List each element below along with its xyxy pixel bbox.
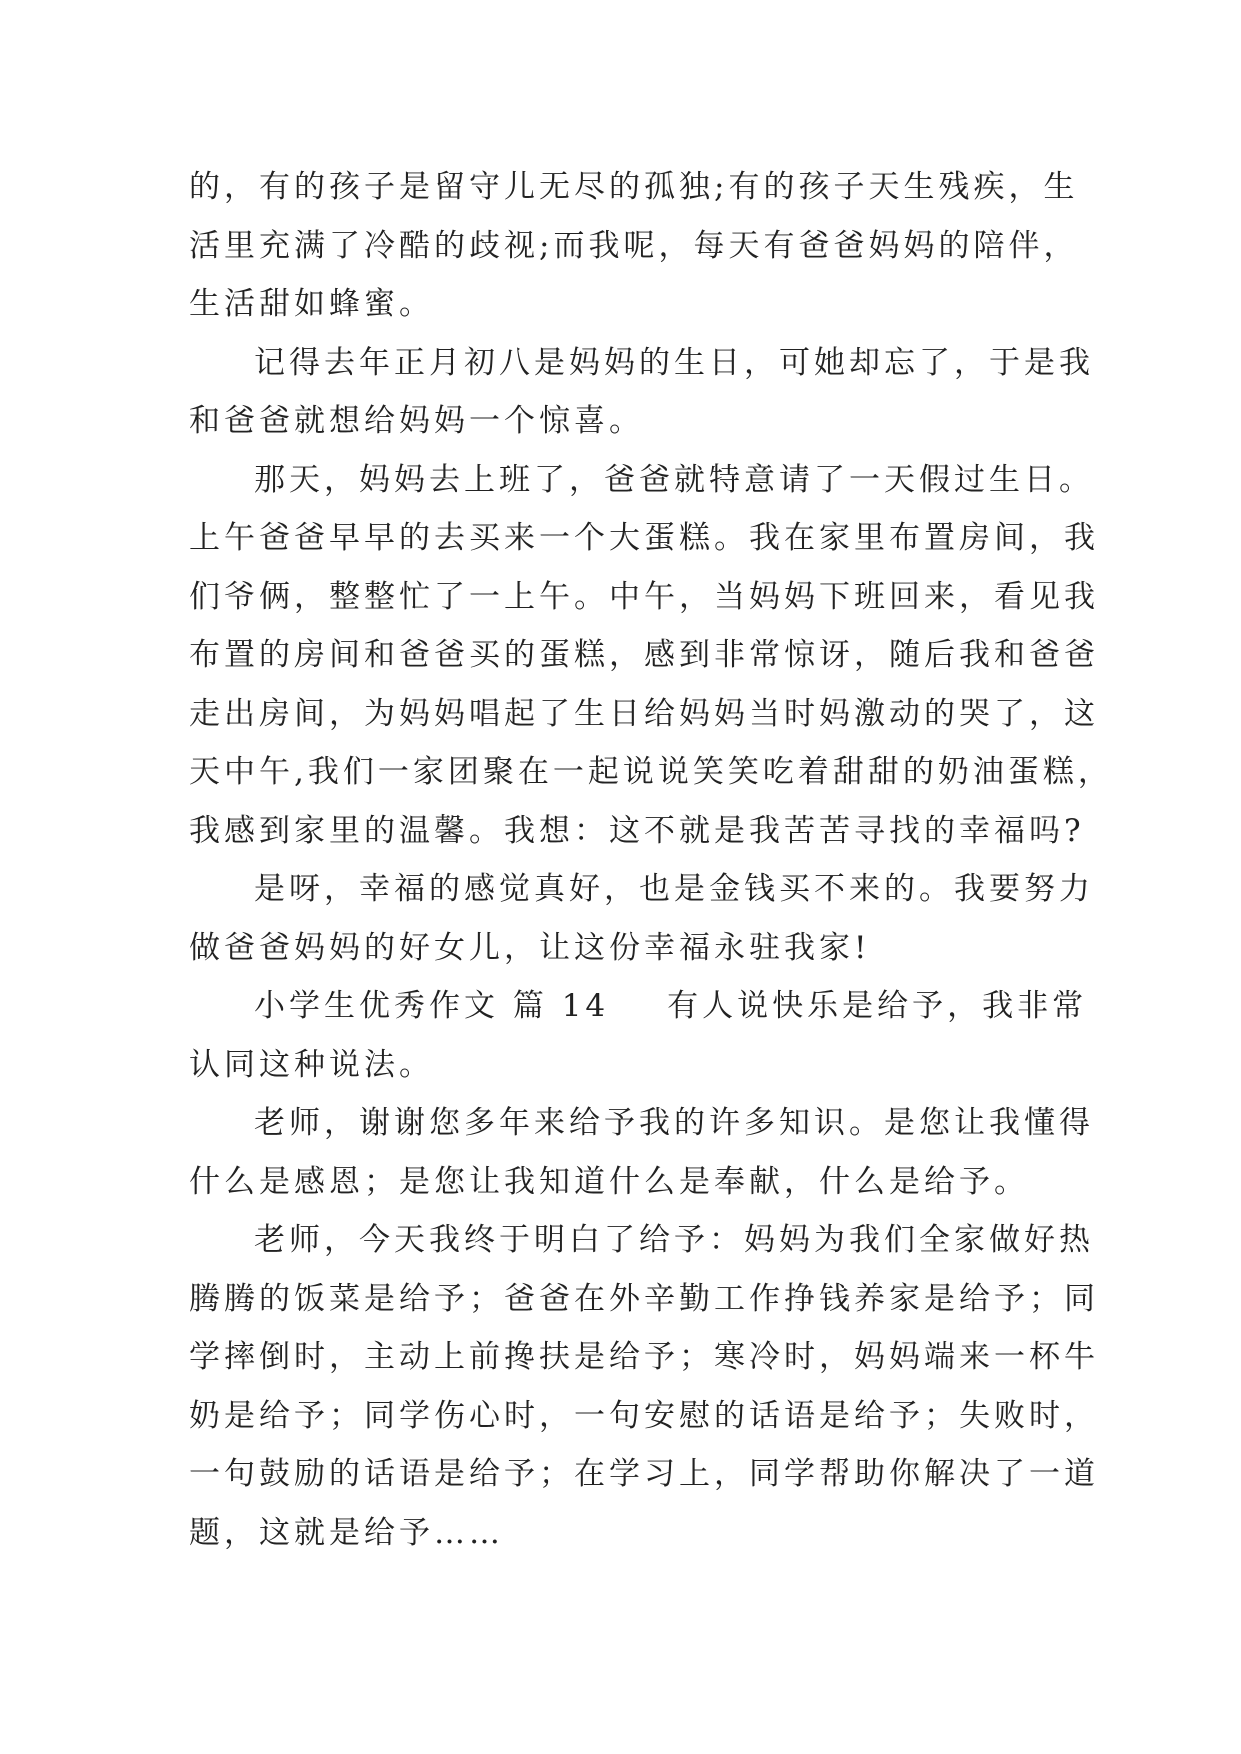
text-line: 们爷俩，整整忙了一上午。中午，当妈妈下班回来，看见我 (189, 578, 1099, 615)
paragraph-start-line: 那天，妈妈去上班了，爸爸就特意请了一天假过生日。 (254, 461, 1094, 498)
paragraph-start-line: 老师，谢谢您多年来给予我的许多知识。是您让我懂得 (254, 1105, 1094, 1141)
text-line: 什么是感恩；是您让我知道什么是奉献，什么是给予。 (189, 1163, 1029, 1200)
text-line: 的，有的孩子是留守儿无尽的孤独;有的孩子天生残疾，生 (189, 169, 1079, 205)
paragraph-start-line: 记得去年正月初八是妈妈的生日，可她却忘了，于是我 (254, 344, 1094, 381)
text-line: 天中午,我们一家团聚在一起说说笑笑吃着甜甜的奶油蛋糕， (189, 754, 1113, 790)
text-line: 腾腾的饭菜是给予；爸爸在外辛勤工作挣钱养家是给予；同 (189, 1280, 1099, 1317)
text-line: 奶是给予；同学伤心时，一句安慰的话语是给予；失败时， (189, 1397, 1099, 1434)
text-line: 生活甜如蜂蜜。 (189, 286, 434, 322)
text-line: 学摔倒时，主动上前搀扶是给予；寒冷时，妈妈端来一杯牛 (189, 1339, 1099, 1375)
paragraph-start-line: 是呀，幸福的感觉真好，也是金钱买不来的。我要努力 (254, 871, 1094, 907)
section-first-text: 有人说快乐是给予，我非常 (667, 988, 1088, 1024)
text-line: 我感到家里的温馨。我想：这不就是我苦苦寻找的幸福吗? (189, 812, 1085, 849)
section-heading-line (189, 977, 1088, 1036)
text-line: 题，这就是给予…… (189, 1514, 504, 1551)
text-line: 上午爸爸早早的去买来一个大蛋糕。我在家里布置房间，我 (189, 520, 1099, 556)
text-line: 走出房间，为妈妈唱起了生日给妈妈当时妈激动的哭了，这 (189, 695, 1099, 732)
text-line: 做爸爸妈妈的好女儿，让这份幸福永驻我家! (189, 929, 871, 966)
text-line: 认同这种说法。 (189, 1046, 434, 1083)
text-line: 活里充满了冷酷的歧视;而我呢，每天有爸爸妈妈的陪伴， (189, 227, 1079, 264)
body-text (189, 158, 1113, 1562)
text-line: 和爸爸就想给妈妈一个惊喜。 (189, 403, 644, 439)
text-line: 布置的房间和爸爸买的蛋糕，感到非常惊讶，随后我和爸爸 (189, 637, 1099, 673)
text-line: 一句鼓励的话语是给予；在学习上，同学帮助你解决了一道 (189, 1456, 1099, 1492)
paragraph-start-line: 老师，今天我终于明白了给予：妈妈为我们全家做好热 (254, 1222, 1094, 1258)
section-heading: 小学生优秀作文 篇 14 (254, 988, 610, 1024)
